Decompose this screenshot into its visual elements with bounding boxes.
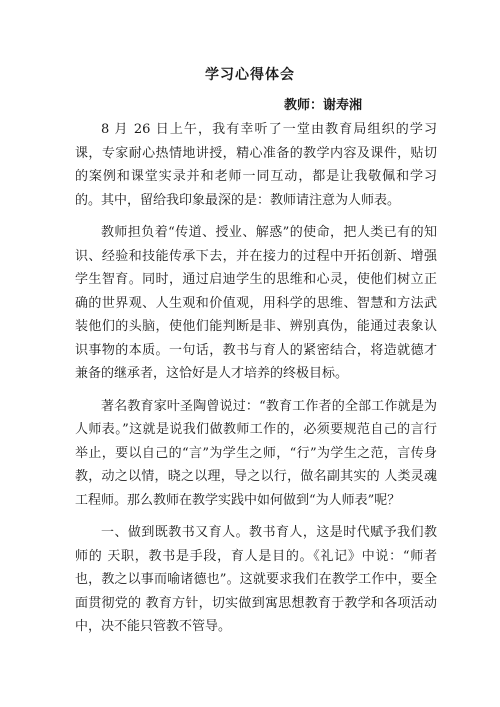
document-title: 学习心得体会 (205, 67, 295, 83)
document-body (75, 118, 437, 648)
paragraph-3: 著名教育家叶圣陶曾说过：“教育工作者的全部工作就是为人师表。”这就是说我们做教师工作的，必须要规范自己的言行举止，要以自己的“言”为学生之师，“行”为学生之范，言传身教，动之以情，晓之以理，导之以行，做名副其实的 人类灵魂工程师。那么教师在教学实践中如何做到“为人师表”呢？ (75, 398, 437, 508)
document-author: 教师：谢寿湘 (284, 98, 363, 113)
paragraph-2: 教师担负着“传道、授业、解惑”的使命，把人类已有的知识、经验和技能传承下去，并在接力的过程中开拓创新、增强学生智育。同时，通过启迪学生的思维和心灵，使他们树立正确的世界观、人生观和价值观，用科学的思维、智慧和方法武装他们的头脑，使他们能判断是非、辨别真伪，能通过表象认识事物的本质。一句话，教书与育人的紧密结合，将造就德才兼备的继承者，这恰好是人才培养的终极目标。 (75, 225, 437, 381)
paragraph-4: 一、做到既教书又育人。教书育人，这是时代赋予我们教师的 天职，教书是手段，育人是目的。《礼记》中说：“师者也，教之以事而喻诸德也”。这就要求我们在教学工作中，要全面贯彻党的 教育方针，切实做到寓思想教育于教学和各项活动中，决不能只管教不管导。 (75, 525, 437, 634)
paragraph-1: 8 月 26 日上午，我有幸听了一堂由教育局组织的学习课，专家耐心热情地讲授，精心准备的教学内容及课件，贴切的案例和课堂实录并和老师一同互动，都是让我敬佩和学习的。其中，留给我印象最深的是：教师请注意为人师表。 (75, 122, 437, 208)
